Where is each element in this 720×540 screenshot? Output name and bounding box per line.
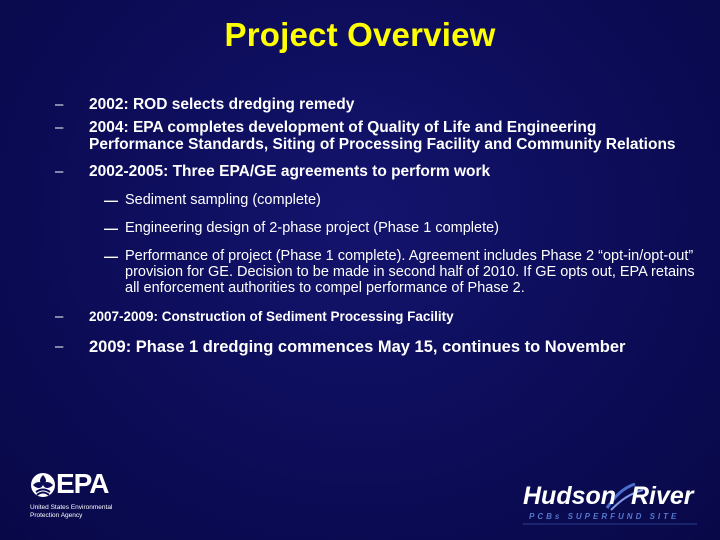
bullet-text: 2002: ROD selects dredging remedy — [89, 96, 355, 113]
bullet-item — [55, 163, 695, 180]
hudson-subtitle: PCBs SUPERFUND SITE — [529, 512, 680, 521]
bullet-dash: – — [55, 338, 64, 355]
sub-bullet-item — [55, 192, 695, 208]
bullet-text: 2007-2009: Construction of Sediment Processing Facility — [89, 309, 454, 324]
bullet-item — [55, 119, 695, 153]
bullet-item — [55, 308, 695, 325]
slide-title: Project Overview — [224, 16, 496, 53]
hudson-river-logo — [515, 478, 705, 528]
bullet-text: Engineering design of 2-phase project (Phase 1 complete) — [125, 220, 500, 236]
bullet-dash: — — [104, 220, 118, 236]
epa-flower-icon — [30, 472, 56, 498]
bullet-dash: — — [104, 248, 118, 264]
bullet-list — [55, 96, 695, 356]
sub-bullet-item — [55, 220, 695, 236]
bullet-dash: — — [104, 192, 118, 208]
sub-bullet-item — [55, 248, 695, 296]
bullet-dash: – — [55, 119, 64, 136]
hudson-wordmark: Hudson — [523, 482, 617, 510]
bullet-text: 2002-2005: Three EPA/GE agreements to perform work — [89, 163, 491, 180]
river-wordmark: River — [631, 482, 694, 510]
bullet-dash: – — [55, 163, 64, 180]
bullet-item — [55, 96, 695, 113]
bullet-item — [55, 338, 695, 356]
epa-subtitle: United States Environmental Protection Agency — [30, 504, 113, 519]
bullet-text: Performance of project (Phase 1 complete). Agreement includes Phase 2 “opt-in/opt-out” provision for GE. Decision to be made in second half of 2010. If GE opts out, EPA retains all enforcement authorities to compel performance of Phase 2. — [125, 248, 695, 296]
bullet-text: 2004: EPA completes development of Quality of Life and Engineering Performance Standards, Siting of Processing Facility and Community Relations — [89, 119, 676, 153]
bullet-dash: – — [55, 96, 64, 113]
epa-wordmark: EPA — [56, 468, 109, 499]
bullet-dash: – — [55, 308, 64, 325]
epa-logo — [30, 468, 130, 522]
bullet-text: 2009: Phase 1 dredging commences May 15, continues to November — [89, 338, 626, 356]
bullet-text: Sediment sampling (complete) — [125, 192, 321, 208]
